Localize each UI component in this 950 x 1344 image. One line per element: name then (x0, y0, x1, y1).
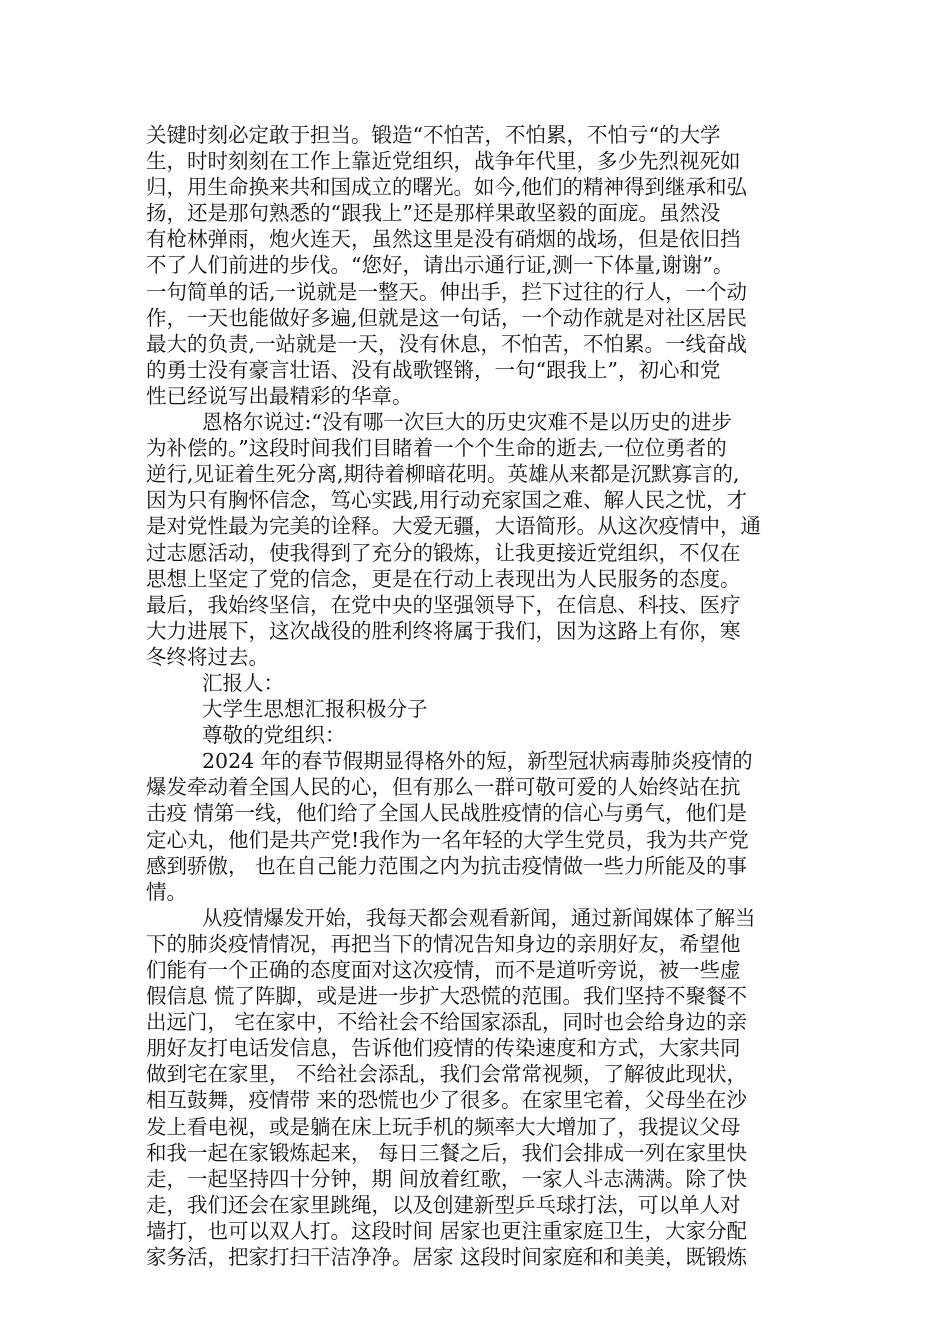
text-line: 走，我们还会在家里跳绳，以及创建新型乒乓球打法，可以单人对 (146, 1192, 741, 1217)
text-line: 大力进展下，这次战役的胜利终将属于我们，因为这路上有你，寒 (146, 618, 741, 643)
text-line: 们能有一个正确的态度面对这次疫情，而不是道听旁说，被一些虚 (146, 958, 741, 982)
text-line: 恩格尔说过:“没有哪一次巨大的历史灾难不是以历史的进步 (202, 410, 732, 435)
text-line: 墙打，也可以双人打。这段时间 居家也更注重家庭卫生，大家分配 (146, 1218, 748, 1243)
text-line: 归，用生命换来共和国成立的曙光。如今,他们的精神得到继承和弘 (146, 175, 748, 200)
text-line: 2024 年的春节假期显得格外的短，新型冠状病毒肺炎疫情的 (202, 749, 753, 774)
text-line: 尊敬的党组织： (202, 723, 346, 748)
text-line: 因为只有胸怀信念，笃心实践,用行动充家国之难、解人民之忧，才 (146, 488, 748, 513)
text-line: 感到骄傲， 也在自己能力范围之内为抗击疫情做一些力所能及的事 (146, 853, 748, 878)
text-line: 一句简单的话,一说就是一整天。伸出手，拦下过往的行人，一个动 (146, 279, 748, 304)
text-line: 朋好友打电话发信息，告诉他们疫情的传染速度和方式，大家共同 (146, 1036, 741, 1061)
text-line: 有枪林弹雨，炮火连天，虽然这里是没有硝烟的战场，但是依旧挡 (146, 227, 741, 252)
text-line: 为补偿的。”这段时间我们目睹着一个个生命的逝去,一位位勇者的 (146, 436, 727, 461)
text-line: 的勇士没有豪言壮语、没有战歌铿锵，一句“跟我上”，初心和党 (146, 357, 721, 382)
text-line: 发上看电视，或是躺在床上玩手机的频率大大增加了，我提议父母 (146, 1114, 741, 1139)
text-line: 做到宅在家里， 不给社会添乱，我们会常常视频，了解彼此现状， (146, 1062, 748, 1087)
text-line: 冬终将过去。 (146, 644, 269, 669)
text-line: 相互鼓舞，疫情带 来的恐慌也少了很多。在家里宅着，父母坐在沙 (146, 1088, 748, 1113)
text-line: 从疫情爆发开始，我每天都会观看新闻，通过新闻媒体了解当 (202, 905, 756, 930)
text-line: 最后，我始终坚信，在党中央的坚强领导下，在信息、科技、医疗 (146, 592, 741, 617)
text-line: 爆发牵动着全国人民的心，但有那么一群可敬可爱的人始终站在抗 (146, 775, 741, 800)
text-line: 和我一起在家锻炼起来， 每日三餐之后，我们会排成一列在家里快 (146, 1140, 748, 1165)
text-line: 击疫 情第一线，他们给了全国人民战胜疫情的信心与勇气，他们是 (146, 801, 748, 826)
text-line: 逆行,见证着生死分离,期待着柳暗花明。英雄从来都是沉默寡言的, (146, 462, 740, 487)
text-line: 扬，还是那句熟悉的“跟我上”还是那样果敢坚毅的面庞。虽然没 (146, 201, 721, 226)
text-line: 大学生思想汇报积极分子 (202, 697, 428, 722)
text-line: 定心丸，他们是共产党!我作为一名年轻的大学生党员，我为共产党 (146, 827, 749, 852)
text-line: 关键时刻必定敢于担当。锻造“不怕苦，不怕累，不怕亏“的大学 (146, 123, 721, 147)
text-line: 走，一起坚持四十分钟，期 间放着红歌，一家人斗志满满。除了快 (146, 1166, 748, 1191)
text-line: 不了人们前进的步伐。“您好，请出示通行证,测一下体量,谢谢”。 (146, 253, 734, 278)
text-line: 过志愿活动，使我得到了充分的锻炼，让我更接近党组织，不仅在 (146, 540, 741, 565)
text-line: 情。 (146, 879, 187, 904)
text-line: 假信息 慌了阵脚，或是进一步扩大恐慌的范围。我们坚持不聚餐不 (146, 984, 748, 1009)
text-line: 性已经说写出最精彩的华章。 (146, 383, 413, 408)
text-line: 汇报人： (202, 670, 284, 695)
document-body (146, 122, 810, 1270)
text-line: 家务活，把家打扫干洁净净。居家 这段时间家庭和和美美，既锻炼 (146, 1245, 748, 1270)
text-line: 作，一天也能做好多遍,但就是这一句话，一个动作就是对社区居民 (146, 305, 748, 330)
text-line: 最大的负责,一站就是一天，没有休息，不怕苦，不怕累。一线奋战 (146, 331, 748, 356)
text-line: 思想上坚定了党的信念，更是在行动上表现出为人民服务的态度。 (146, 566, 741, 591)
text-line: 出远门， 宅在家中，不给社会不给国家添乱，同时也会给身边的亲 (146, 1010, 748, 1035)
text-line: 下的肺炎疫情情况，再把当下的情况告知身边的亲朋好友，希望他 (146, 931, 741, 956)
text-line: 是对党性最为完美的诠释。大爱无疆，大语简形。从这次疫情中，通 (146, 514, 761, 539)
text-line: 生，时时刻刻在工作上靠近党组织，战争年代里，多少先烈视死如 (146, 149, 741, 174)
